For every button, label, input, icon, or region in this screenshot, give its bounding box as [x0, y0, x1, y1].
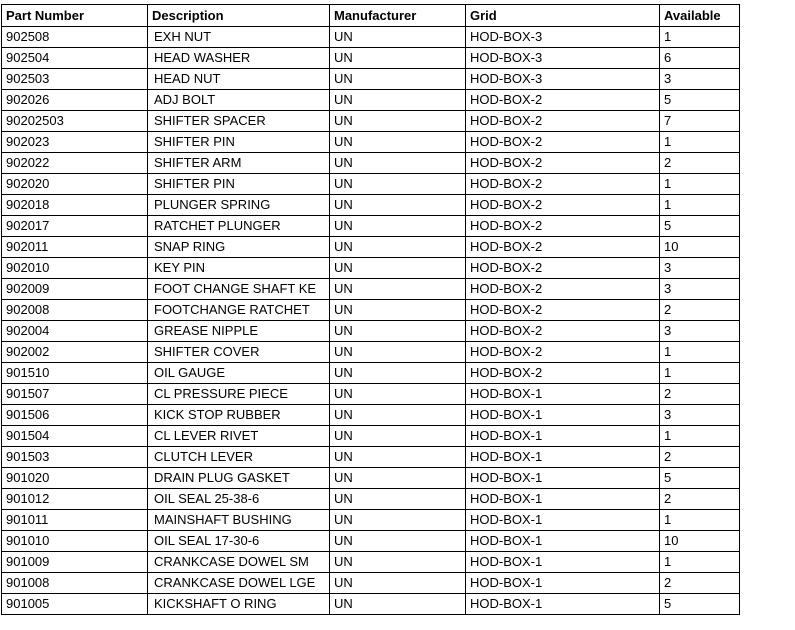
manufacturer-cell: UN [330, 111, 466, 132]
available-cell: 5 [660, 90, 740, 111]
description-cell: SNAP RING [148, 237, 330, 258]
description-cell: CLUTCH LEVER [148, 447, 330, 468]
available-cell: 2 [660, 153, 740, 174]
header-part-number: Part Number [2, 5, 148, 27]
description-cell: SHIFTER PIN [148, 174, 330, 195]
table-row [2, 552, 740, 573]
available-cell: 5 [660, 468, 740, 489]
available-cell: 1 [660, 363, 740, 384]
manufacturer-cell: UN [330, 27, 466, 48]
manufacturer-cell: UN [330, 258, 466, 279]
manufacturer-cell: UN [330, 510, 466, 531]
description-cell: RATCHET PLUNGER [148, 216, 330, 237]
available-cell: 3 [660, 321, 740, 342]
available-cell: 5 [660, 594, 740, 615]
part-number-cell: 902503 [2, 69, 148, 90]
table-row [2, 216, 740, 237]
manufacturer-cell: UN [330, 300, 466, 321]
grid-cell: HOD-BOX-1 [466, 531, 660, 552]
available-cell: 3 [660, 69, 740, 90]
part-number-cell: 901510 [2, 363, 148, 384]
part-number-cell: 901011 [2, 510, 148, 531]
description-cell: SHIFTER COVER [148, 342, 330, 363]
grid-cell: HOD-BOX-1 [466, 552, 660, 573]
table-row [2, 27, 740, 48]
manufacturer-cell: UN [330, 174, 466, 195]
grid-cell: HOD-BOX-3 [466, 48, 660, 69]
available-cell: 1 [660, 552, 740, 573]
table-row [2, 447, 740, 468]
grid-cell: HOD-BOX-3 [466, 69, 660, 90]
header-available: Available [660, 5, 740, 27]
grid-cell: HOD-BOX-2 [466, 195, 660, 216]
manufacturer-cell: UN [330, 573, 466, 594]
description-cell: OIL GAUGE [148, 363, 330, 384]
part-number-cell: 902008 [2, 300, 148, 321]
manufacturer-cell: UN [330, 426, 466, 447]
available-cell: 3 [660, 405, 740, 426]
available-cell: 1 [660, 195, 740, 216]
available-cell: 10 [660, 237, 740, 258]
table-row [2, 426, 740, 447]
available-cell: 1 [660, 174, 740, 195]
available-cell: 7 [660, 111, 740, 132]
description-cell: SHIFTER ARM [148, 153, 330, 174]
table-row [2, 405, 740, 426]
part-number-cell: 902022 [2, 153, 148, 174]
description-cell: GREASE NIPPLE [148, 321, 330, 342]
table-row [2, 279, 740, 300]
description-cell: ADJ BOLT [148, 90, 330, 111]
table-row [2, 384, 740, 405]
table-row [2, 489, 740, 510]
grid-cell: HOD-BOX-2 [466, 132, 660, 153]
description-cell: KICKSHAFT O RING [148, 594, 330, 615]
available-cell: 3 [660, 258, 740, 279]
table-row [2, 468, 740, 489]
part-number-cell: 90202503 [2, 111, 148, 132]
available-cell: 2 [660, 300, 740, 321]
grid-cell: HOD-BOX-1 [466, 489, 660, 510]
part-number-cell: 902002 [2, 342, 148, 363]
description-cell: CRANKCASE DOWEL SM [148, 552, 330, 573]
description-cell: SHIFTER PIN [148, 132, 330, 153]
part-number-cell: 902004 [2, 321, 148, 342]
table-row [2, 48, 740, 69]
header-description: Description [148, 5, 330, 27]
table-row [2, 594, 740, 615]
header-grid: Grid [466, 5, 660, 27]
part-number-cell: 901012 [2, 489, 148, 510]
description-cell: HEAD WASHER [148, 48, 330, 69]
grid-cell: HOD-BOX-1 [466, 594, 660, 615]
available-cell: 1 [660, 27, 740, 48]
manufacturer-cell: UN [330, 363, 466, 384]
part-number-cell: 901506 [2, 405, 148, 426]
grid-cell: HOD-BOX-1 [466, 447, 660, 468]
table-row [2, 300, 740, 321]
table-row [2, 153, 740, 174]
manufacturer-cell: UN [330, 321, 466, 342]
part-number-cell: 901008 [2, 573, 148, 594]
part-number-cell: 902504 [2, 48, 148, 69]
manufacturer-cell: UN [330, 552, 466, 573]
available-cell: 10 [660, 531, 740, 552]
manufacturer-cell: UN [330, 489, 466, 510]
manufacturer-cell: UN [330, 237, 466, 258]
grid-cell: HOD-BOX-2 [466, 216, 660, 237]
available-cell: 2 [660, 384, 740, 405]
grid-cell: HOD-BOX-2 [466, 111, 660, 132]
description-cell: CRANKCASE DOWEL LGE [148, 573, 330, 594]
grid-cell: HOD-BOX-1 [466, 384, 660, 405]
manufacturer-cell: UN [330, 153, 466, 174]
header-row [2, 5, 740, 27]
description-cell: KICK STOP RUBBER [148, 405, 330, 426]
manufacturer-cell: UN [330, 132, 466, 153]
grid-cell: HOD-BOX-1 [466, 405, 660, 426]
parts-table [1, 4, 740, 615]
description-cell: SHIFTER SPACER [148, 111, 330, 132]
manufacturer-cell: UN [330, 342, 466, 363]
available-cell: 6 [660, 48, 740, 69]
part-number-cell: 901020 [2, 468, 148, 489]
available-cell: 1 [660, 510, 740, 531]
description-cell: CL PRESSURE PIECE [148, 384, 330, 405]
part-number-cell: 902023 [2, 132, 148, 153]
manufacturer-cell: UN [330, 48, 466, 69]
description-cell: MAINSHAFT BUSHING [148, 510, 330, 531]
part-number-cell: 902020 [2, 174, 148, 195]
table-row [2, 237, 740, 258]
table-row [2, 69, 740, 90]
available-cell: 2 [660, 573, 740, 594]
part-number-cell: 902009 [2, 279, 148, 300]
part-number-cell: 901507 [2, 384, 148, 405]
grid-cell: HOD-BOX-2 [466, 300, 660, 321]
table-row [2, 342, 740, 363]
grid-cell: HOD-BOX-3 [466, 27, 660, 48]
available-cell: 3 [660, 279, 740, 300]
available-cell: 2 [660, 447, 740, 468]
grid-cell: HOD-BOX-2 [466, 153, 660, 174]
grid-cell: HOD-BOX-2 [466, 174, 660, 195]
part-number-cell: 901503 [2, 447, 148, 468]
grid-cell: HOD-BOX-1 [466, 426, 660, 447]
manufacturer-cell: UN [330, 90, 466, 111]
table-row [2, 174, 740, 195]
table-row [2, 132, 740, 153]
part-number-cell: 902010 [2, 258, 148, 279]
part-number-cell: 901010 [2, 531, 148, 552]
description-cell: OIL SEAL 17-30-6 [148, 531, 330, 552]
manufacturer-cell: UN [330, 69, 466, 90]
table-row [2, 510, 740, 531]
available-cell: 1 [660, 426, 740, 447]
available-cell: 1 [660, 132, 740, 153]
grid-cell: HOD-BOX-2 [466, 363, 660, 384]
part-number-cell: 902017 [2, 216, 148, 237]
grid-cell: HOD-BOX-2 [466, 321, 660, 342]
description-cell: HEAD NUT [148, 69, 330, 90]
available-cell: 2 [660, 489, 740, 510]
description-cell: EXH NUT [148, 27, 330, 48]
manufacturer-cell: UN [330, 279, 466, 300]
part-number-cell: 901504 [2, 426, 148, 447]
grid-cell: HOD-BOX-1 [466, 510, 660, 531]
description-cell: FOOTCHANGE RATCHET [148, 300, 330, 321]
table-row [2, 573, 740, 594]
grid-cell: HOD-BOX-2 [466, 342, 660, 363]
grid-cell: HOD-BOX-2 [466, 258, 660, 279]
description-cell: CL LEVER RIVET [148, 426, 330, 447]
description-cell: KEY PIN [148, 258, 330, 279]
grid-cell: HOD-BOX-1 [466, 573, 660, 594]
description-cell: DRAIN PLUG GASKET [148, 468, 330, 489]
part-number-cell: 902508 [2, 27, 148, 48]
manufacturer-cell: UN [330, 594, 466, 615]
part-number-cell: 902018 [2, 195, 148, 216]
header-manufacturer: Manufacturer [330, 5, 466, 27]
table-row [2, 111, 740, 132]
table-row [2, 321, 740, 342]
manufacturer-cell: UN [330, 468, 466, 489]
manufacturer-cell: UN [330, 216, 466, 237]
manufacturer-cell: UN [330, 447, 466, 468]
manufacturer-cell: UN [330, 195, 466, 216]
table-body [2, 27, 740, 615]
grid-cell: HOD-BOX-1 [466, 468, 660, 489]
manufacturer-cell: UN [330, 531, 466, 552]
grid-cell: HOD-BOX-2 [466, 90, 660, 111]
part-number-cell: 901005 [2, 594, 148, 615]
available-cell: 5 [660, 216, 740, 237]
table-row [2, 258, 740, 279]
part-number-cell: 901009 [2, 552, 148, 573]
table-row [2, 363, 740, 384]
manufacturer-cell: UN [330, 384, 466, 405]
description-cell: PLUNGER SPRING [148, 195, 330, 216]
grid-cell: HOD-BOX-2 [466, 237, 660, 258]
table-row [2, 90, 740, 111]
manufacturer-cell: UN [330, 405, 466, 426]
description-cell: FOOT CHANGE SHAFT KE [148, 279, 330, 300]
available-cell: 1 [660, 342, 740, 363]
table-row [2, 531, 740, 552]
part-number-cell: 902011 [2, 237, 148, 258]
description-cell: OIL SEAL 25-38-6 [148, 489, 330, 510]
grid-cell: HOD-BOX-2 [466, 279, 660, 300]
part-number-cell: 902026 [2, 90, 148, 111]
table-row [2, 195, 740, 216]
